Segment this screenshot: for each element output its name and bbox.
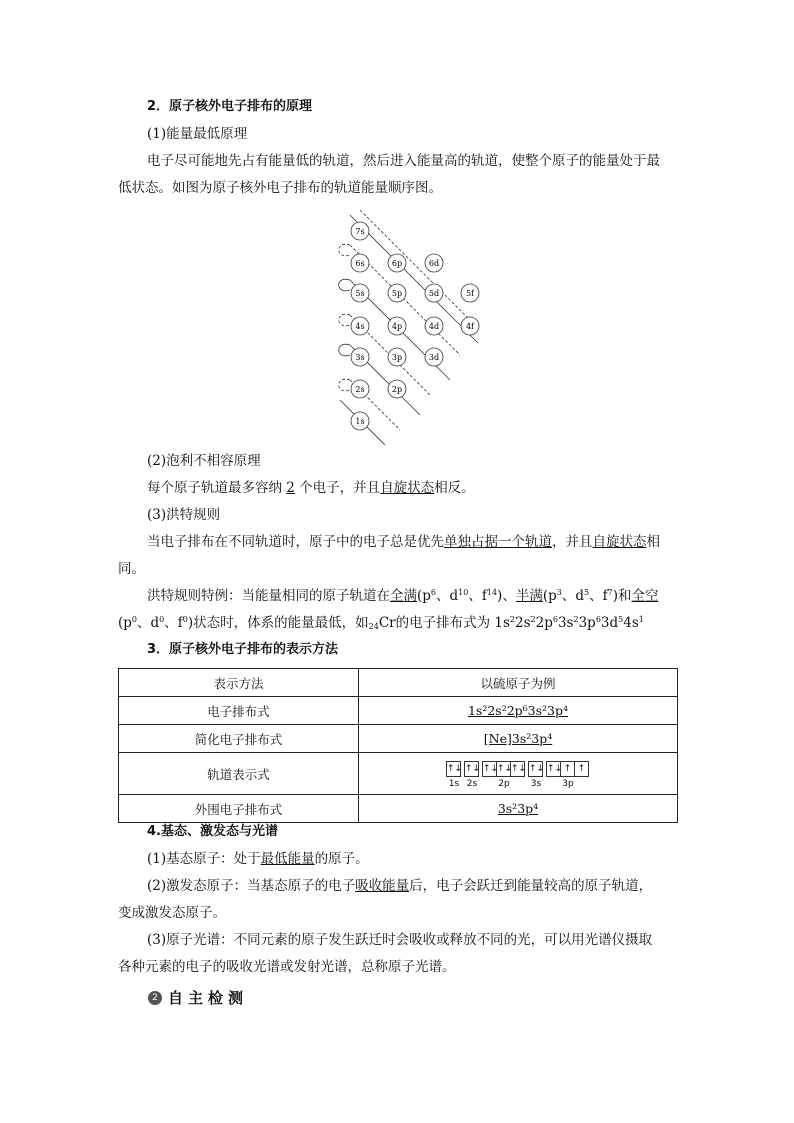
- svg-text:5p: 5p: [391, 289, 403, 298]
- orbital-5p: [388, 284, 406, 302]
- orbital-7s: [351, 222, 369, 240]
- svg-text:5s: 5s: [355, 289, 365, 298]
- orbital-5f: [461, 284, 479, 302]
- row-label: 电子排布式: [119, 697, 359, 725]
- svg-text:6d: 6d: [428, 259, 440, 268]
- orbital-box: ↑↓: [464, 761, 479, 777]
- svg-text:4f: 4f: [465, 322, 475, 331]
- svg-text:3p: 3p: [391, 353, 403, 362]
- orbital-4p: [388, 317, 406, 335]
- table-row: [119, 753, 678, 795]
- hund-special-2: ($p^0$、$d^0$、$f^0$)状态时，体系的能量最低，如$_{24}$Cr的电子排布式为 $1s^22s^22p^63s^23p^63d^54s^1$: [118, 615, 644, 631]
- row-label: 轨道表示式: [119, 753, 359, 795]
- orbital-1s: [351, 412, 369, 430]
- svg-text:3d: 3d: [428, 353, 440, 362]
- row-value: [Ne]3s²3p⁴: [359, 725, 678, 753]
- table-row: [119, 697, 678, 725]
- row-value: 1s²2s²2p⁶3s²3p⁴: [359, 697, 678, 725]
- table-row: [119, 725, 678, 753]
- orbital-box-diagram: [447, 761, 589, 789]
- energy-principle-heading: (1)能量最低原理: [147, 126, 248, 142]
- hund-text-2: 同。: [118, 561, 145, 577]
- table-header-row: [119, 669, 678, 697]
- orbital-box: ↑↓: [546, 761, 561, 777]
- hund-text-1: 当电子排布在不同轨道时，原子中的电子总是优先单独占据一个轨道，并且自旋状态相: [147, 534, 660, 550]
- orbital-box: ↑: [560, 761, 575, 777]
- orbital-5s: [351, 284, 369, 302]
- orbital-group-3p: [547, 761, 589, 789]
- section-3-title: 3．原子核外电子排布的表示方法: [147, 642, 339, 657]
- orbital-group-label: 3s: [530, 778, 542, 789]
- orbital-4s: [351, 317, 369, 335]
- ground-state-text: (1)基态原子：处于最低能量的原子。: [147, 851, 369, 867]
- energy-principle-text-2: 低状态。如图为原子核外电子排布的轨道能量顺序图。: [118, 180, 442, 196]
- row-value: 3s²3p⁴: [359, 795, 678, 823]
- excited-state-text-2: 变成激发态原子。: [118, 905, 226, 921]
- orbital-box: ↑↓: [482, 761, 497, 777]
- section-2-title: 2．原子核外电子排布的原理: [147, 99, 313, 114]
- pauli-text: 每个原子轨道最多容纳 2 个电子，并且自旋状态相反。: [147, 480, 475, 496]
- svg-text:4p: 4p: [391, 322, 403, 331]
- orbital-group-label: 3p: [562, 778, 574, 789]
- orbital-group-1s: [447, 761, 461, 789]
- svg-text:6p: 6p: [391, 259, 403, 268]
- svg-text:5d: 5d: [428, 289, 440, 298]
- orbital-5d: [425, 284, 443, 302]
- orbital-6s: [351, 254, 369, 272]
- representation-table: [118, 668, 678, 823]
- self-check-header: [148, 987, 248, 1008]
- section-4-title: 4.基态、激发态与光谱: [147, 824, 278, 839]
- orbital-diagram-cell: [359, 753, 678, 795]
- orbital-group-2p: [483, 761, 525, 789]
- svg-text:2p: 2p: [391, 385, 403, 394]
- hund-heading: (3)洪特规则: [147, 507, 221, 523]
- svg-text:4s: 4s: [355, 322, 365, 331]
- orbital-box: ↑↓: [496, 761, 511, 777]
- spectrum-text-1: (3)原子光谱：不同元素的原子发生跃迁时会吸收或释放不同的光，可以用光谱仪摄取: [147, 932, 653, 948]
- orbital-group-label: 1s: [448, 778, 460, 789]
- orbital-6p: [388, 254, 406, 272]
- orbital-group-label: 2s: [466, 778, 478, 789]
- table-row: [119, 795, 678, 823]
- orbital-box: ↑↓: [446, 761, 461, 777]
- orbital-group-3s: [529, 761, 543, 789]
- orbital-box: ↑↓: [528, 761, 543, 777]
- orbital-group-label: 2p: [498, 778, 510, 789]
- hund-special-1: 洪特规则特例：当能量相同的原子轨道在全满($p^6$、$d^{10}$、$f^{14}$)、半满($p^3$、$d^5$、$f^7$)和全空: [147, 588, 659, 604]
- table-header: 以硫原子为例: [359, 669, 678, 697]
- orbital-4f: [461, 317, 479, 335]
- orbital-box: ↑: [574, 761, 589, 777]
- orbital-2s: [351, 380, 369, 398]
- orbital-energy-order-diagram: [330, 205, 490, 445]
- spectrum-text-2: 各种元素的电子的吸收光谱或发射光谱，总称原子光谱。: [118, 959, 456, 975]
- table-header: 表示方法: [119, 669, 359, 697]
- orbital-3p: [388, 348, 406, 366]
- orbital-4d: [425, 317, 443, 335]
- row-label: 外围电子排布式: [119, 795, 359, 823]
- orbital-3d: [425, 348, 443, 366]
- excited-state-text-1: (2)激发态原子：当基态原子的电子吸收能量后，电子会跃迁到能量较高的原子轨道，: [147, 878, 653, 894]
- energy-principle-text-1: 电子尽可能地先占有能量低的轨道，然后进入能量高的轨道，使整个原子的能量处于最: [147, 153, 660, 169]
- orbital-2p: [388, 380, 406, 398]
- svg-text:4d: 4d: [428, 322, 440, 331]
- pauli-heading: (2)泡利不相容原理: [147, 453, 261, 469]
- svg-text:2s: 2s: [355, 385, 365, 394]
- orbital-group-2s: [465, 761, 479, 789]
- svg-text:3s: 3s: [355, 353, 365, 362]
- row-label: 简化电子排布式: [119, 725, 359, 753]
- orbital-box: ↑↓: [510, 761, 525, 777]
- orbital-6d: [425, 254, 443, 272]
- svg-text:6s: 6s: [355, 259, 365, 268]
- svg-text:7s: 7s: [355, 227, 365, 236]
- svg-text:5f: 5f: [465, 289, 475, 298]
- self-check-title: 自主检测: [168, 989, 249, 1007]
- badge-number-icon: 2: [148, 991, 162, 1005]
- orbital-3s: [351, 348, 369, 366]
- svg-text:1s: 1s: [355, 417, 365, 426]
